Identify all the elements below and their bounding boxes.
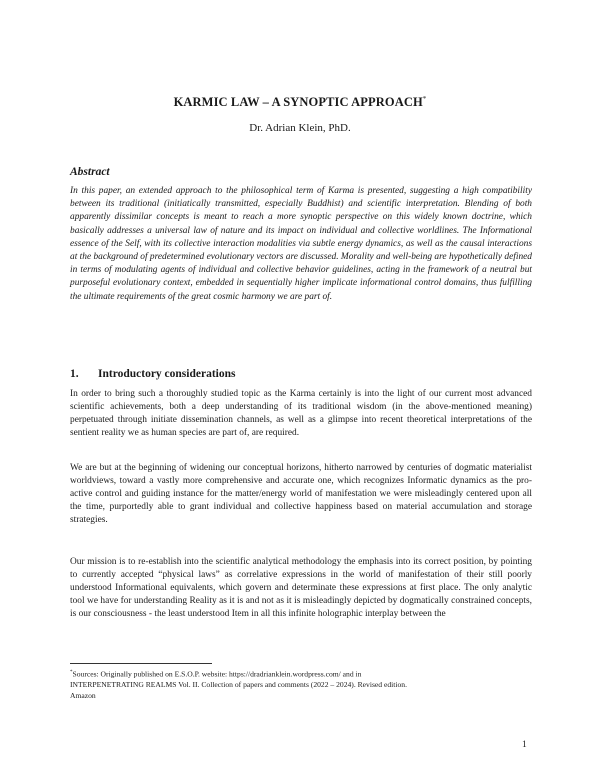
title-footnote-marker: * bbox=[422, 95, 427, 103]
abstract-body: In this paper, an extended approach to the philosophical term of Karma is presented, suggesting a high compatibility between its traditional (initiatically transmitted, especially Buddhist) and scientific interpretation. Blending of both apparently dissimilar concepts is meant to reach a more synoptic perspective on this widely known doctrine, which basically addresses a universal law of nature and its impact on individual and collective worldlines. The Informational essence of the Self, with its collective interaction modalities via subtle energy dynamics, as well as the causal interactions at the background of predetermined evolutionary vectors are discussed. Morality and well-being are hypothetically defined in terms of modulating agents of individual and collective behavior guidelines, acting in the framework of a neutral but purposeful evolutionary context, embedded in sequentially higher implicate informational control domains, thus fulfilling the ultimate requirements of the great cosmic harmony we are part of. bbox=[70, 186, 532, 302]
abstract-heading: Abstract bbox=[70, 166, 110, 178]
section-heading bbox=[70, 368, 235, 380]
footnote-divider bbox=[70, 663, 212, 664]
paper-title bbox=[0, 95, 600, 110]
footnote-line-2: INTERPENETRATING REALMS Vol. II. Collection of papers and comments (2022 – 2024). Revised edition. bbox=[70, 680, 407, 690]
section-title: Introductory considerations bbox=[98, 368, 236, 380]
footnote-marker: * bbox=[70, 670, 73, 675]
page-number: 1 bbox=[522, 740, 527, 750]
footnote-line-1 bbox=[70, 668, 540, 680]
author-line: Dr. Adrian Klein, PhD. bbox=[249, 122, 351, 134]
section-number: 1. bbox=[70, 368, 79, 380]
footnote-text-1: Sources: Originally published on E.S.O.P. website: https://dradrianklein.wordpress.com/ and in bbox=[72, 669, 362, 679]
body-paragraph: Our mission is to re-establish into the scientific analytical methodology the emphasis into its correct position, by pointing to currently accepted “physical laws” as correlative expressions in the world of manifestation of their still poorly understood Informational equivalents, which govern and determinate these expressions at first place. The only analytic tool we have for understanding Reality as it is and not as it is misleadingly depicted by dogmatically constrained concepts, is our consciousness - the least understood Item in all this infinite holographic interplay between the bbox=[70, 557, 532, 620]
title-text: KARMIC LAW – A SYNOPTIC APPROACH bbox=[173, 95, 423, 110]
body-paragraph: In order to bring such a thoroughly studied topic as the Karma certainly is into the light of our current most advanced scientific achievements, both a deep understanding of its traditional wisdom (in the above-mentioned meaning) perpetuated through initiate dissemination channels, as well as a glimpse into recent theoretical interpretations of the sentient reality we as human species are part of, are required. bbox=[70, 389, 532, 439]
footnote-line-3: Amazon bbox=[70, 690, 96, 700]
footnote bbox=[70, 668, 540, 701]
body-paragraph: We are but at the beginning of widening our conceptual horizons, hitherto narrowed by centuries of dogmatic materialist worldviews, toward a vastly more comprehensive and accurate one, which recognizes Informatic dynamics as the pro-active control and guiding instance for the matter/energy world of manifestation we were misleadingly centered upon all the time, purportedly able to grant individual and collective happiness based on material accumulation and storage strategies. bbox=[70, 463, 532, 526]
